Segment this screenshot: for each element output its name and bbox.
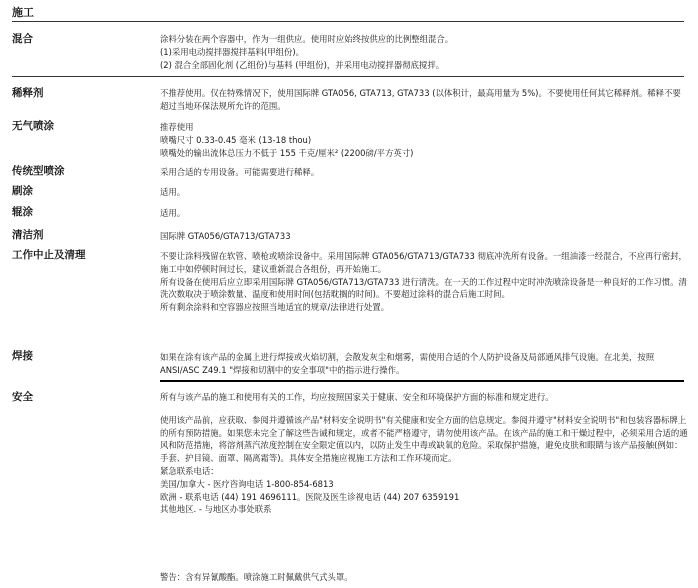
content-airless-spray (160, 121, 688, 159)
content-conventional-spray (160, 166, 688, 179)
divider (160, 380, 684, 382)
content-work-stoppage (160, 250, 688, 314)
emergency-heading: 紧急联系电话： (160, 465, 219, 476)
label-safety: 安全 (12, 391, 33, 403)
label-work-stoppage: 工作中止及清理 (12, 249, 86, 261)
label-roller: 辊涂 (12, 206, 33, 218)
content-brush (160, 186, 688, 199)
brush-text: 适用。 (160, 187, 186, 197)
label-airless-spray: 无气喷涂 (12, 120, 54, 132)
airless-line: 推荐使用 (160, 122, 194, 132)
label-brush: 刷涂 (12, 185, 33, 197)
emergency-contact-europe: 欧洲 - 联系电话 (44) 191 4696111。医院及医生诊视电话 (44) 207 6359191 (160, 491, 460, 502)
safety-paragraph: 使用该产品前，应获取、参阅并遵循该产品"材料安全说明书"有关健康和安全方面的信息规定。参阅并遵守"材料安全说明书"和包装容器标牌上的所有预防措施。如果您未完全了解这些告诫和规定，或者不能严格遵守，请勿使用该产品。在该产品的施工和干燥过程中，必须采用合适的通风和防范措施，将溶剂蒸汽浓度控制在安全限定值以内，以防止发生中毒或缺氧的危险。采取保护措施，避免皮肤和眼睛与该产品接触(例如：手套、护目镜、面罩、隔离霜等)。具体安全措施应视施工方法和工作环境而定。 (160, 414, 688, 464)
content-welding (160, 351, 688, 377)
content-thinner (160, 87, 688, 113)
label-mixing: 混合 (12, 33, 33, 45)
emergency-contact-usa: 美国/加拿大 - 医疗咨询电话 1-800-854-6813 (160, 478, 334, 489)
divider (12, 76, 684, 77)
airless-line: 喷嘴处的输出流体总压力不低于 155 千克/厘米² (2200磅/平方英寸) (160, 147, 414, 158)
welding-text: 如果在涂有该产品的金属上进行焊接或火焰切割，会散发灰尘和烟雾，需使用合适的个人防护设备及局部通风排气设施。在北美，按照 ANSI/ASC Z49.1 "焊接和切割中的安全事项"中的指示进行操作。 (160, 352, 655, 375)
label-thinner: 稀释剂 (12, 87, 44, 99)
section-title: 施工 (12, 6, 34, 19)
cleaner-text: 国际牌 GTA056/GTA713/GTA733 (160, 231, 291, 241)
safety-intro: 所有与该产品的施工和使用有关的工作，均应按照国家关于健康、安全和环境保护方面的标准和规定进行。 (160, 392, 554, 402)
mixing-line: 涂料分装在两个容器中，作为一组供应。使用时应始终按供应的比例整组混合。 (160, 34, 454, 44)
roller-text: 适用。 (160, 208, 186, 218)
conventional-text: 采用合适的专用设备。可能需要进行稀释。 (160, 167, 320, 177)
warning-note: 警告：含有异氰酸酯。喷涂施工时佩戴供气式头罩。 (160, 572, 353, 582)
content-roller (160, 207, 688, 220)
label-welding: 焊接 (12, 350, 33, 362)
title-divider (12, 21, 684, 22)
airless-line: 喷嘴尺寸 0.33-0.45 毫米 (13-18 thou) (160, 134, 312, 145)
thinner-text: 不推荐使用。仅在特殊情况下，使用国际牌 GTA056, GTA713, GTA733 (以体积计，最高用量为 5%)。不要使用任何其它稀释剂。稀释不要超过当地环保法规所允许的范围。 (160, 88, 681, 111)
mixing-line: (1)采用电动搅拌器搅拌基料(甲组份)。 (160, 46, 305, 57)
stoppage-paragraph: 不要让涂料残留在软管、喷枪或喷涂设备中。采用国际牌 GTA056/GTA713/GTA733 彻底冲洗所有设备。一组油漆一经混合，不应再行密封，施工中如停顿时间过长，建议重新混合各组份，再开始施工。 (160, 251, 687, 274)
stoppage-paragraph: 所有剩余涂料和空容器应按照当地适宜的规章/法律进行处置。 (160, 302, 389, 313)
content-cleaner (160, 230, 688, 243)
label-cleaner: 清洁剂 (12, 229, 44, 241)
mixing-line: (2) 混合全部固化剂 (乙组份)与基料 (甲组份)，并采用电动搅拌器彻底搅拌。 (160, 59, 445, 70)
content-safety (160, 391, 688, 516)
content-mixing (160, 33, 688, 71)
emergency-contact-other: 其他地区. - 与地区办事处联系 (160, 504, 272, 515)
stoppage-paragraph: 所有设备在使用后应立即采用国际牌 GTA056/GTA713/GTA733 进行清洗。在一天的工作过程中定时冲洗喷涂设备是一种良好的工作习惯。清洗次数取决于喷涂数量、温度和使用时间(包括耽搁的时间)。不要超过涂料的混合后施工时间。 (160, 276, 687, 300)
label-conventional-spray: 传统型喷涂 (12, 165, 65, 177)
